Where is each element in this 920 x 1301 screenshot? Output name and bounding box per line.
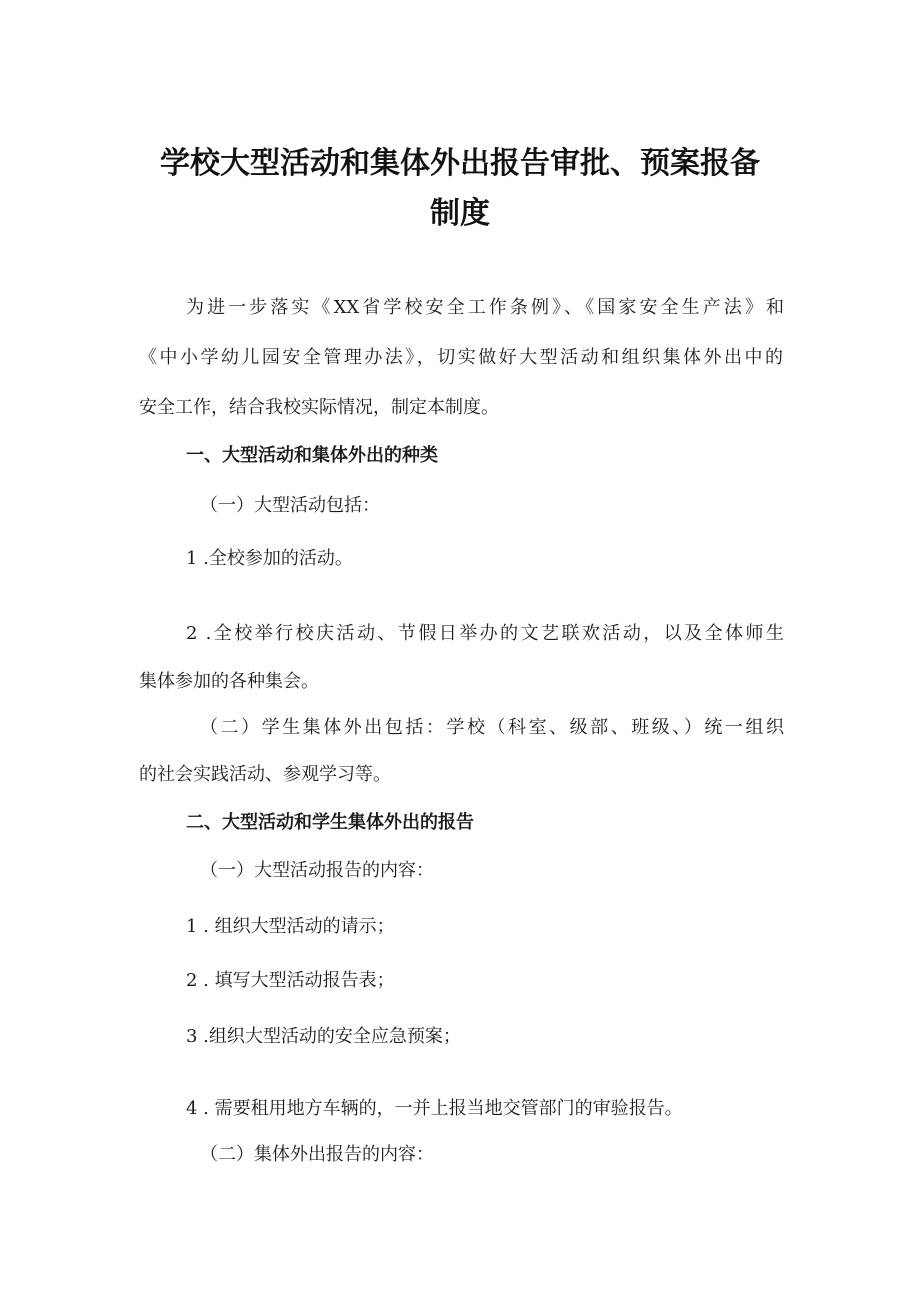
- section-1-item-1: 1 .全校参加的活动。: [186, 548, 353, 569]
- section-1-sub-1: （一）大型活动包括：: [200, 495, 380, 516]
- section-2-item-3: 3 .组织大型活动的安全应急预案；: [186, 1026, 461, 1047]
- section-1-item-2-line-2: 集体参加的各种集会。: [139, 671, 319, 692]
- intro-line-1: 为进一步落实《XX省学校安全工作条例》、《国家安全生产法》和: [186, 297, 784, 318]
- section-2-item-4: 4 . 需要租用地方车辆的，一并上报当地交管部门的审验报告。: [186, 1098, 683, 1119]
- section-2-heading: 二、大型活动和学生集体外出的报告: [186, 812, 474, 833]
- document-title-line-1: 学校大型活动和集体外出报告审批、预案报备: [160, 146, 760, 181]
- section-1-heading: 一、大型活动和集体外出的种类: [186, 445, 438, 466]
- section-1-sub-2-line-2: 的社会实践活动、参观学习等。: [139, 764, 391, 785]
- document-title-line-2: 制度: [430, 196, 490, 231]
- section-2-item-1: 1 . 组织大型活动的请示；: [186, 916, 395, 937]
- intro-line-3: 安全工作，结合我校实际情况，制定本制度。: [139, 397, 499, 418]
- intro-line-2: 《中小学幼儿园安全管理办法》，切实做好大型活动和组织集体外出中的: [139, 347, 783, 368]
- section-1-item-2-line-1: 2 .全校举行校庆活动、节假日举办的文艺联欢活动，以及全体师生: [186, 623, 784, 644]
- section-2-sub-2: （二）集体外出报告的内容：: [200, 1144, 434, 1165]
- section-1-sub-2-line-1: （二）学生集体外出包括：学校（科室、级部、班级、）统一组织: [200, 717, 784, 738]
- section-2-item-2: 2 . 填写大型活动报告表；: [186, 970, 395, 991]
- section-2-sub-1: （一）大型活动报告的内容：: [200, 860, 434, 881]
